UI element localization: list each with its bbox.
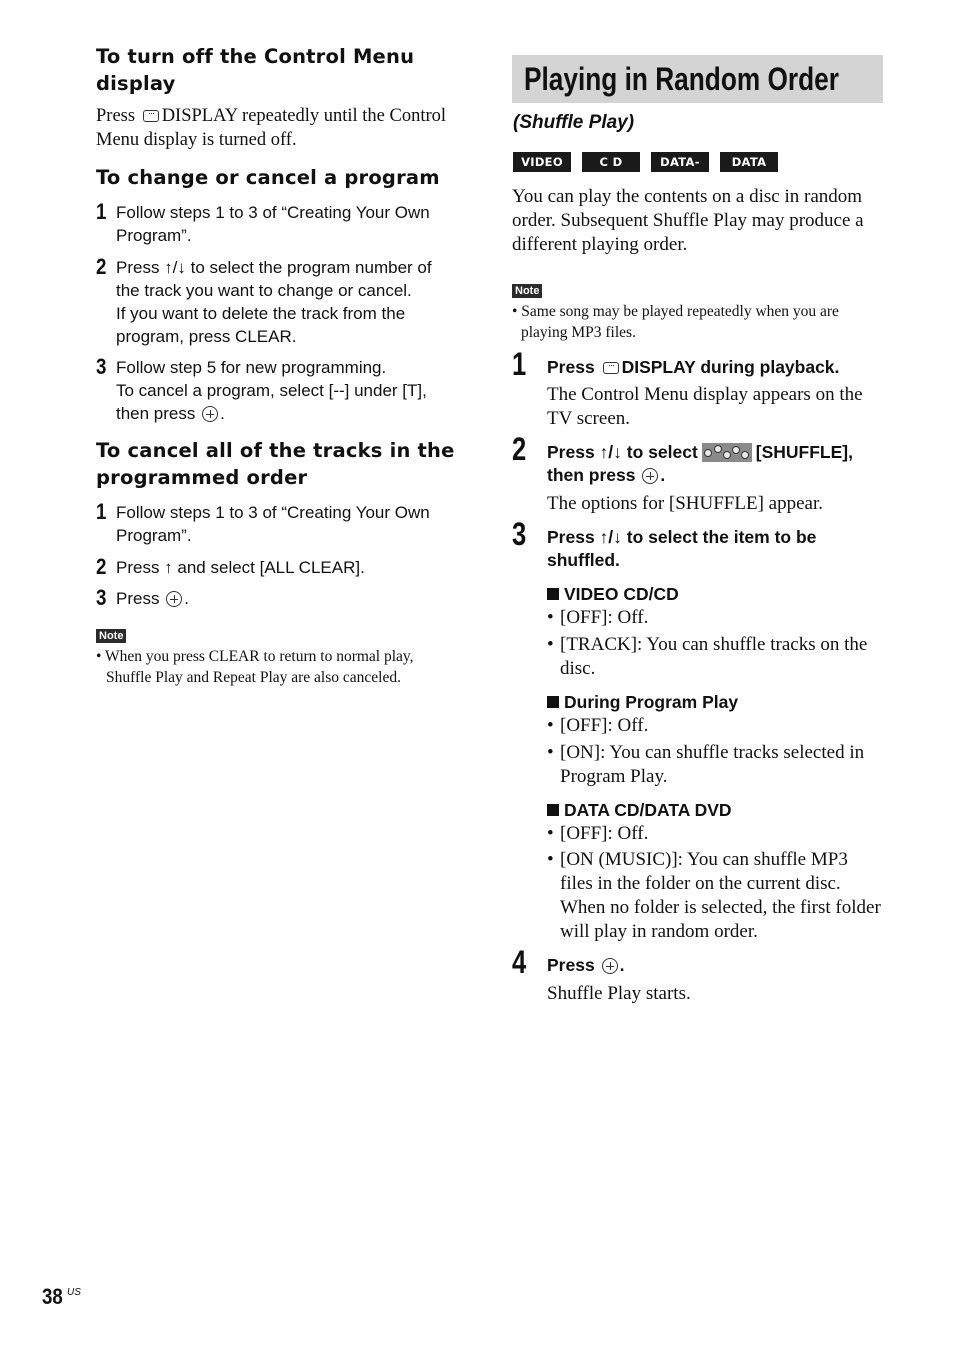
bullet-item: • [OFF]: Off. [547, 715, 649, 736]
turn-off-heading: To turn off the Control Menu display [96, 45, 415, 95]
step-4-heading: Press . [547, 955, 625, 975]
enter-button-icon [166, 591, 182, 607]
display-button-icon [603, 362, 619, 374]
section-title-bar [512, 55, 883, 103]
change-program-heading: To change or cancel a program [96, 166, 440, 189]
subhead-data-cd-dvd: DATA CD/DATA DVD [547, 799, 732, 821]
bullet-item: • [ON]: You can shuffle tracks selected in Program Play. [547, 742, 865, 787]
page-number: 38 [42, 1284, 63, 1309]
step-3-heading: Press ↑/↓ to select the item to be shuffled. [547, 527, 817, 570]
subtitle: (Shuffle Play) [513, 112, 635, 133]
subhead-program-play: During Program Play [547, 691, 738, 713]
bullet-item: • [OFF]: Off. [547, 607, 649, 628]
step-4-number: 4 [512, 944, 527, 980]
note-label: Note [96, 629, 126, 643]
bullet-item: • [ON (MUSIC)]: You can shuffle MP3 files in the folder on the current disc. When no folder is selected, the first folder will play in random order. [547, 849, 881, 942]
step-3-number: 3 [512, 516, 527, 552]
badge-data-cd: DATA-CD [651, 152, 709, 172]
step-4-body: Shuffle Play starts. [547, 983, 691, 1004]
step-1-number: 1 [512, 346, 527, 382]
subhead-video-cd: VIDEO CD/CD [547, 583, 679, 605]
badge-data-dvd: DATA DVD [720, 152, 778, 172]
shuffle-icon [702, 443, 752, 462]
cancel-all-heading: To cancel all of the tracks in the programmed order [96, 439, 455, 489]
intro-text: You can play the contents on a disc in random order. Subsequent Shuffle Play may produce a different playing order. [512, 186, 864, 255]
badge-cd: C D [582, 152, 640, 172]
step-2-heading: Press ↑/↓ to select [SHUFFLE], then press . [547, 442, 853, 485]
step-2-body: The options for [SHUFFLE] appear. [547, 493, 823, 514]
display-button-icon [143, 110, 159, 122]
page-title: Playing in Random Order [524, 61, 839, 97]
page-suffix: US [67, 1287, 81, 1298]
bullet-item: • [OFF]: Off. [547, 823, 649, 844]
bullet-item: • [TRACK]: You can shuffle tracks on the disc. [547, 634, 868, 679]
left-note-text: • When you press CLEAR to return to normal play, Shuffle Play and Repeat Play are also canceled. [96, 648, 414, 686]
note-label: Note [512, 284, 542, 298]
enter-button-icon [202, 406, 218, 422]
right-note-text: • Same song may be played repeatedly when you are playing MP3 files. [512, 303, 839, 341]
step-2-number: 2 [512, 431, 527, 467]
step-1-heading: Press DISPLAY during playback. [547, 357, 840, 377]
enter-button-icon [602, 958, 618, 974]
enter-button-icon [642, 468, 658, 484]
turn-off-body: Press DISPLAY repeatedly until the Control Menu display is turned off. [96, 106, 447, 150]
badge-video-cd: VIDEO CD [513, 152, 571, 172]
step-1-body: The Control Menu display appears on the TV screen. [547, 384, 863, 429]
